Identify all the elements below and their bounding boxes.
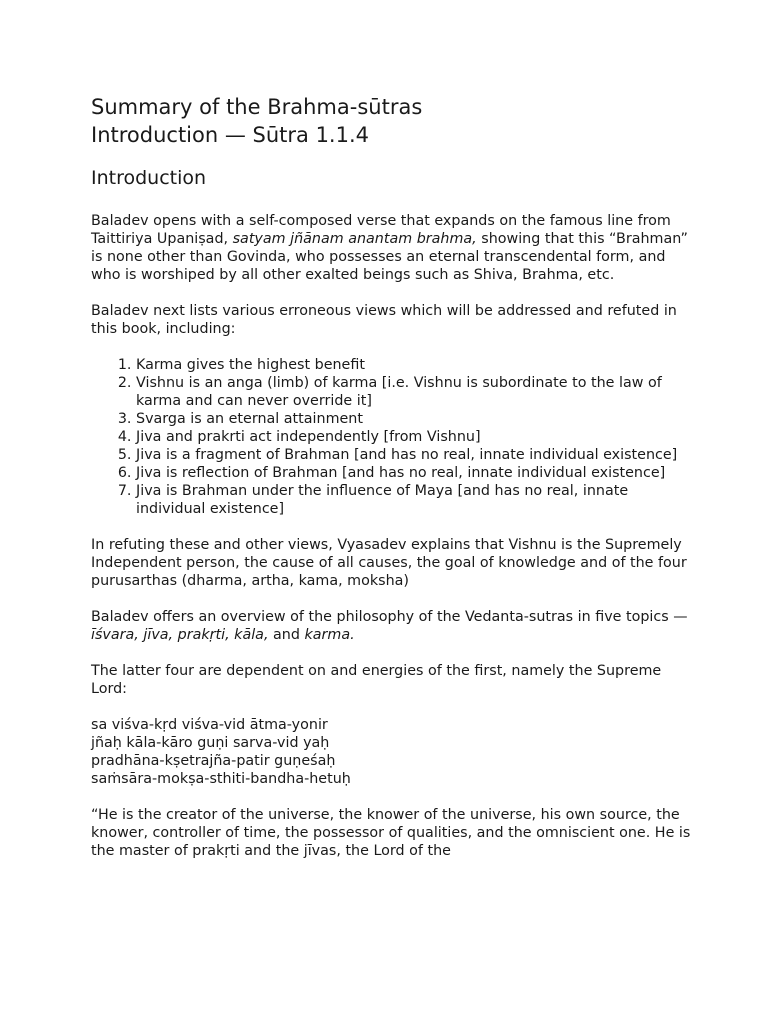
paragraph-text: Baladev opens with a self-composed verse that expands on the famous line from Taittiriya Upaniṣad, [91,213,671,247]
italic-phrase: satyam jñānam anantam brahma, [232,231,477,247]
sanskrit-verse [91,716,691,788]
list-item: 2. Vishnu is an anga (limb) of karma [i.e. Vishnu is subordinate to the law of karma and can never override it] [136,374,691,410]
verse-line: jñaḥ kāla-kāro guṇi sarva-vid yaḥ [91,735,330,751]
paragraph-text: showing that this “Brahman” is none other than Govinda, who possesses an eternal transcendental form, and who is worshiped by all other exalted beings such as Shiva, Brahma, etc. [91,231,688,283]
list-item: 4. Jiva and prakrti act independently [from Vishnu] [136,428,691,446]
list-item: 7. Jiva is Brahman under the influence of Maya [and has no real, innate individual existence] [136,482,691,518]
list-item: 6. Jiva is reflection of Brahman [and has no real, innate individual existence] [136,464,691,482]
title-line-2: Introduction — Sūtra 1.1.4 [91,123,370,147]
verse-line: sa viśva-kṛd viśva-vid ātma-yonir [91,717,328,733]
list-item: 5. Jiva is a fragment of Brahman [and has no real, innate individual existence] [136,446,691,464]
paragraph-text: Baladev offers an overview of the philosophy of the Vedanta-sutras in five topics — [91,609,688,625]
document-title [91,93,691,149]
list-item: 3. Svarga is an eternal attainment [136,410,691,428]
document-page [91,93,691,860]
erroneous-views-list [91,356,691,518]
verse-line: saṁsāra-mokṣa-sthiti-bandha-hetuḥ [91,771,351,787]
paragraph-translation: “He is the creator of the universe, the knower of the universe, his own source, the knower, controller of time, the possessor of qualities, and the omniscient one. He is the master of prakṛti and the jīvas, the Lord of the [91,807,691,859]
paragraph-supreme-lord: The latter four are dependent on and energies of the first, namely the Supreme Lord: [91,663,662,697]
paragraph-vyasadev: In refuting these and other views, Vyasadev explains that Vishnu is the Supremely Independent person, the cause of all causes, the goal of knowledge and of the four purusarthas (dharma, artha, kama, moksha) [91,537,687,589]
verse-line: pradhāna-kṣetrajña-patir guṇeśaḥ [91,753,336,769]
list-item: 1. Karma gives the highest benefit [136,356,691,374]
paragraph-five-topics [91,608,691,644]
paragraph-opening-verse [91,212,691,284]
paragraph-erroneous-views: Baladev next lists various erroneous views which will be addressed and refuted in this book, including: [91,303,677,337]
section-heading: Introduction [91,167,207,189]
title-line-1: Summary of the Brahma-sūtras [91,95,423,119]
italic-karma: karma. [304,627,355,643]
paragraph-text: and [268,627,305,643]
italic-topics: īśvara, jīva, prakṛti, kāla, [91,627,269,643]
